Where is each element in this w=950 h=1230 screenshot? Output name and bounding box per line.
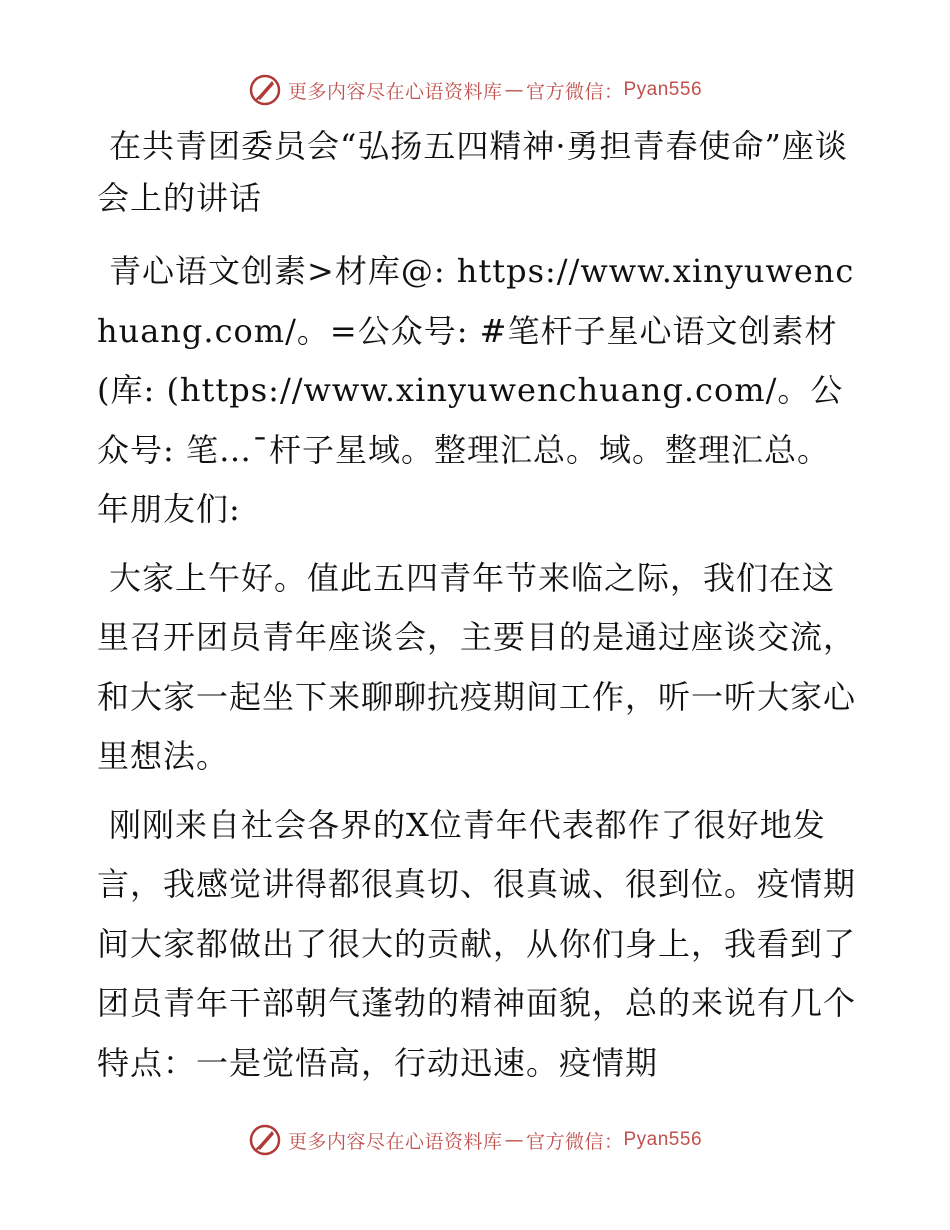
paragraph — [97, 242, 857, 540]
document-title: 在共青团委员会“弘扬五四精神·勇担青春使命”座谈会上的讲话 — [97, 127, 848, 217]
footer-banner — [0, 1120, 950, 1160]
banner-wechat-id: Pyan556 — [623, 1129, 703, 1150]
banner-wechat-label: 官方微信： — [525, 1130, 624, 1153]
paragraph-text: 大家上午好。值此五四青年节来临之际，我们在这里召开团员青年座谈会，主要目的是通过座谈交流，和大家一起坐下来聊聊抗疫期间工作，听一听大家心里想法。 — [97, 558, 857, 775]
quill-logo-icon — [248, 1123, 282, 1157]
banner-separator: — — [504, 1129, 524, 1151]
paragraph — [97, 549, 857, 787]
header-banner — [0, 70, 950, 110]
banner-wechat-id: Pyan556 — [623, 79, 703, 100]
paragraph-text: 刚刚来自社会各界的X位青年代表都作了很好地发言，我感觉讲得都很真切、很真诚、很到位。疫情期间大家都做出了很大的贡献，从你们身上，我看到了团员青年干部朝气蓬勃的精神面貌，总的来说有几个特点：一是觉悟高，行动迅速。疫情期 — [97, 805, 857, 1082]
document-body — [97, 120, 857, 1102]
banner-separator: — — [504, 79, 524, 101]
banner-text: 更多内容尽在心语资料库 — [287, 80, 503, 103]
banner-wechat-label: 官方微信： — [525, 80, 624, 103]
banner-text: 更多内容尽在心语资料库 — [287, 1130, 503, 1153]
paragraph — [97, 796, 857, 1094]
quill-logo-icon — [248, 73, 282, 107]
paragraph-text: 青心语文创素>材库@: https://www.xinyuwenchuang.com/。=公众号: #笔杆子星心语文创素材(库: (https://www.xinyuwenchuang.com/。公众号: 笔…¯杆子星域。整理汇总。域。整理汇总。年朋友们: — [97, 252, 855, 528]
